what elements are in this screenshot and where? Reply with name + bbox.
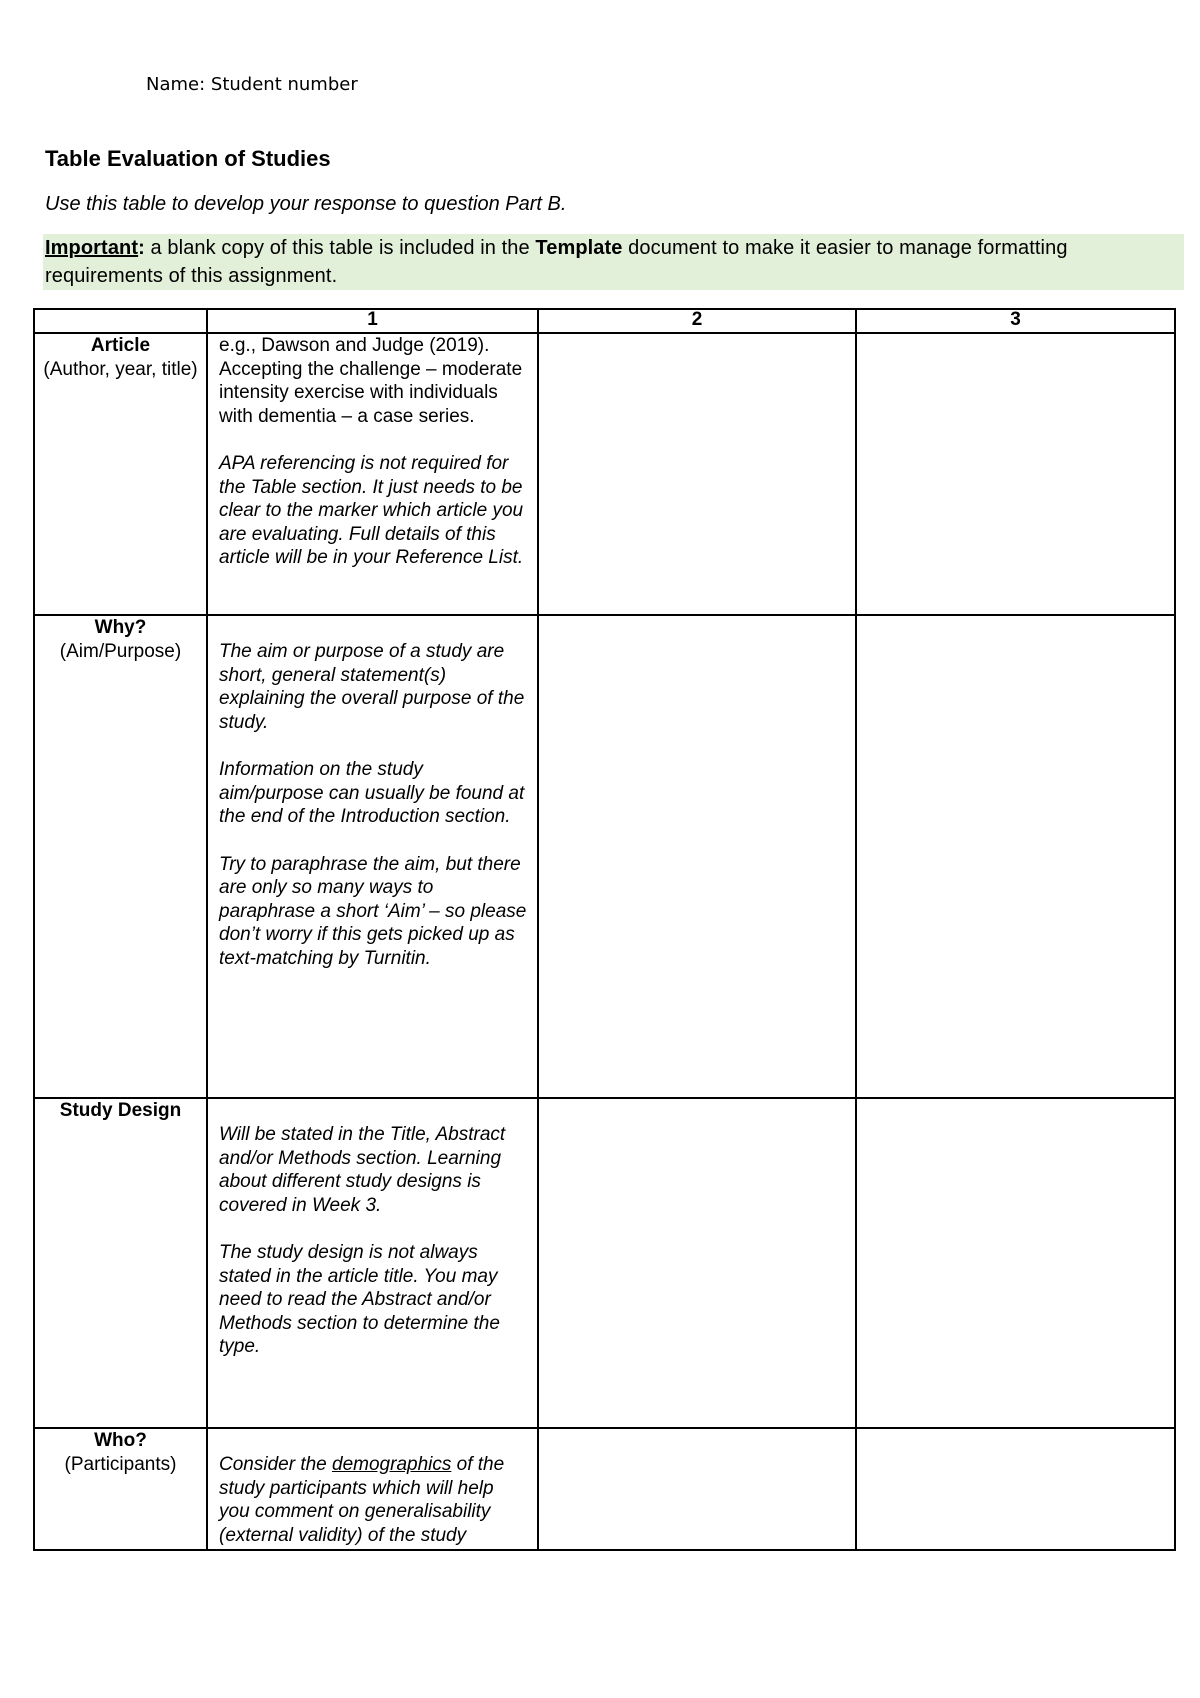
article-col1-cell[interactable] (207, 333, 538, 615)
why-sublabel: (Aim/Purpose) (59, 640, 182, 662)
who-text-before: Consider the (219, 1454, 333, 1475)
template-word: Template (535, 237, 623, 259)
why-label: Why? (94, 617, 147, 638)
header-cell-1: 1 (207, 309, 538, 333)
demographics-underlined: demographics (332, 1454, 452, 1475)
table-row-study-design (34, 1098, 1175, 1428)
name-student-number-line: Name: Student number (146, 74, 358, 95)
design-col3-cell[interactable] (856, 1098, 1175, 1428)
article-example-text: e.g., Dawson and Judge (2019). Accepting the challenge – moderate intensity exercise with individuals with dementia – a case series. (219, 335, 523, 427)
why-guidance-p1: The aim or purpose of a study are short, general statement(s) explaining the overall purpose of the study. (219, 641, 525, 733)
article-guidance-text: APA referencing is not required for the Table section. It just needs to be clear to the marker which article you are evaluating. Full details of this article will be in your Reference List. (219, 453, 524, 568)
table-header-row (34, 309, 1175, 333)
why-col1-cell[interactable] (207, 615, 538, 1098)
why-guidance-p2: Information on the study aim/purpose can usually be found at the end of the Introduction section. (219, 759, 525, 827)
article-sublabel: (Author, year, title) (43, 358, 198, 380)
article-col2-cell[interactable] (538, 333, 856, 615)
design-guidance-p2: The study design is not always stated in the article title. You may need to read the Abstract and/or Methods section to determine the type. (219, 1242, 500, 1357)
important-text-before: a blank copy of this table is included in the (144, 237, 536, 259)
design-col2-cell[interactable] (538, 1098, 856, 1428)
study-design-label: Study Design (59, 1100, 182, 1121)
who-col2-cell[interactable] (538, 1428, 856, 1550)
who-col1-cell[interactable] (207, 1428, 538, 1550)
design-guidance-p1: Will be stated in the Title, Abstract and/or Methods section. Learning about different study designs is covered in Week 3. (219, 1124, 506, 1216)
why-guidance-p3: Try to paraphrase the aim, but there are only so many ways to paraphrase a short ‘Aim’ – so please don’t worry if this gets picked up as text-matching by Turnitin. (219, 853, 527, 969)
document-title: Table Evaluation of Studies (45, 146, 331, 171)
evaluation-table (33, 308, 1176, 1551)
table-row-article (34, 333, 1175, 615)
who-label: Who? (94, 1430, 147, 1451)
important-label: Important (45, 237, 139, 259)
article-col3-cell[interactable] (856, 333, 1175, 615)
important-text-after: document to make it easier to manage formatting requirements of this assignment. (45, 237, 1068, 287)
document-subtitle: Use this table to develop your response to question Part B. (45, 193, 567, 215)
article-label: Article (90, 335, 151, 356)
row-label-study-design (34, 1098, 207, 1428)
row-label-why (34, 615, 207, 1098)
header-cell-2: 2 (538, 309, 856, 333)
design-col1-cell[interactable] (207, 1098, 538, 1428)
row-label-who (34, 1428, 207, 1550)
row-label-article (34, 333, 207, 615)
table-row-why (34, 615, 1175, 1098)
header-cell-label (34, 309, 207, 333)
table-row-who (34, 1428, 1175, 1550)
who-sublabel: (Participants) (64, 1453, 177, 1475)
header-cell-3: 3 (856, 309, 1175, 333)
who-guidance-text (219, 1453, 527, 1547)
who-col3-cell[interactable] (856, 1428, 1175, 1550)
important-note (43, 234, 1184, 290)
why-col3-cell[interactable] (856, 615, 1175, 1098)
why-col2-cell[interactable] (538, 615, 856, 1098)
who-text-after: of the study participants which will help you comment on generalisability (external validity) of the study (219, 1454, 505, 1546)
important-colon: : (138, 237, 145, 259)
